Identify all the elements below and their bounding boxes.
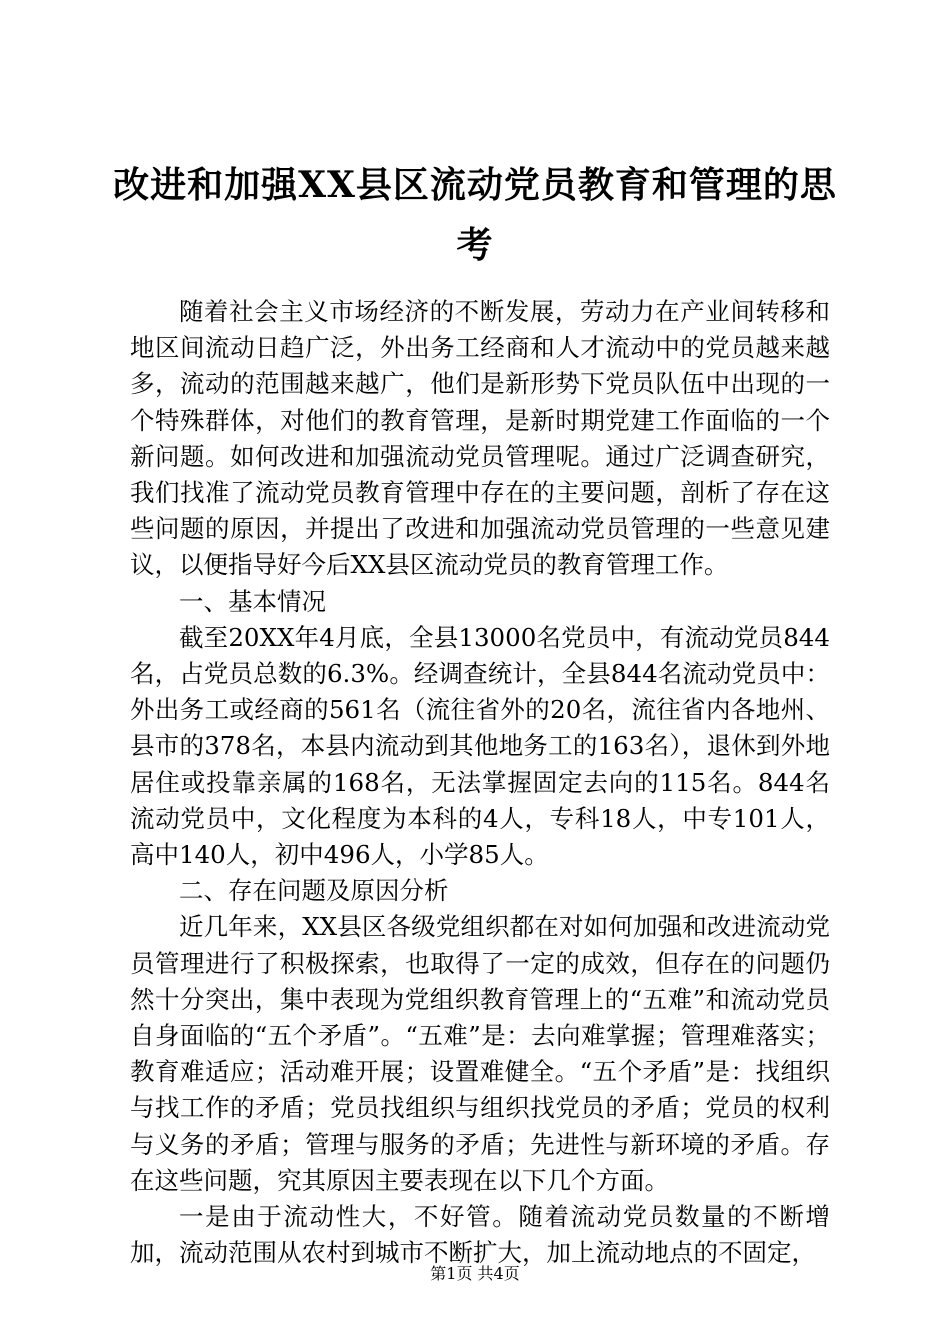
paragraph-basic-situation: 截至20XX年4月底，全县13000名党员中，有流动党员844名，占党员总数的6.3%。经调查统计，全县844名流动党员中：外出务工或经商的561名（流往省外的20名，流往省内各地州、县市的378名，本县内流动到其他地务工的163名），退休到外地居住或投靠亲属的168名，无法掌握固定去向的115名。844名流动党员中，文化程度为本科的4人，专科18人，中专101人，高中140人，初中496人，小学85人。 — [130, 622, 830, 870]
title-line-1: 改进和加强XX县区流动党员教育和管理的思 — [113, 164, 837, 206]
title-line-2: 考 — [456, 224, 494, 266]
paragraph-reason-one: 一是由于流动性大，不好管。随着流动党员数量的不断增加，流动范围从农村到城市不断扩大，加上流动地点的不固定， — [130, 1202, 830, 1268]
document-title — [100, 155, 850, 275]
paragraph-intro: 随着社会主义市场经济的不断发展，劳动力在产业间转移和地区间流动日趋广泛，外出务工经商和人才流动中的党员越来越多，流动的范围越来越广，他们是新形势下党员队伍中出现的一个特殊群体，对他们的教育管理，是新时期党建工作面临的一个新问题。如何改进和加强流动党员管理呢。通过广泛调查研究，我们找准了流动党员教育管理中存在的主要问题，剖析了存在这些问题的原因，并提出了改进和加强流动党员管理的一些意见建议，以便指导好今后XX县区流动党员的教育管理工作。 — [130, 297, 830, 580]
paragraph-problems: 近几年来，XX县区各级党组织都在对如何加强和改进流动党员管理进行了积极探索，也取得了一定的成效，但存在的问题仍然十分突出，集中表现为党组织教育管理上的“五难”和流动党员自身面临的“五个矛盾”。“五难”是：去向难掌握；管理难落实；教育难适应；活动难开展；设置难健全。“五个矛盾”是：找组织与找工作的矛盾；党员找组织与组织找党员的矛盾；党员的权利与义务的矛盾；管理与服务的矛盾；先进性与新环境的矛盾。存在这些问题，究其原因主要表现在以下几个方面。 — [130, 912, 830, 1195]
section-heading-problems: 二、存在问题及原因分析 — [179, 876, 449, 906]
page-footer: 第1页 共4页 — [430, 1264, 520, 1283]
section-heading-basic: 一、基本情况 — [179, 586, 326, 616]
document-body — [130, 294, 830, 1271]
